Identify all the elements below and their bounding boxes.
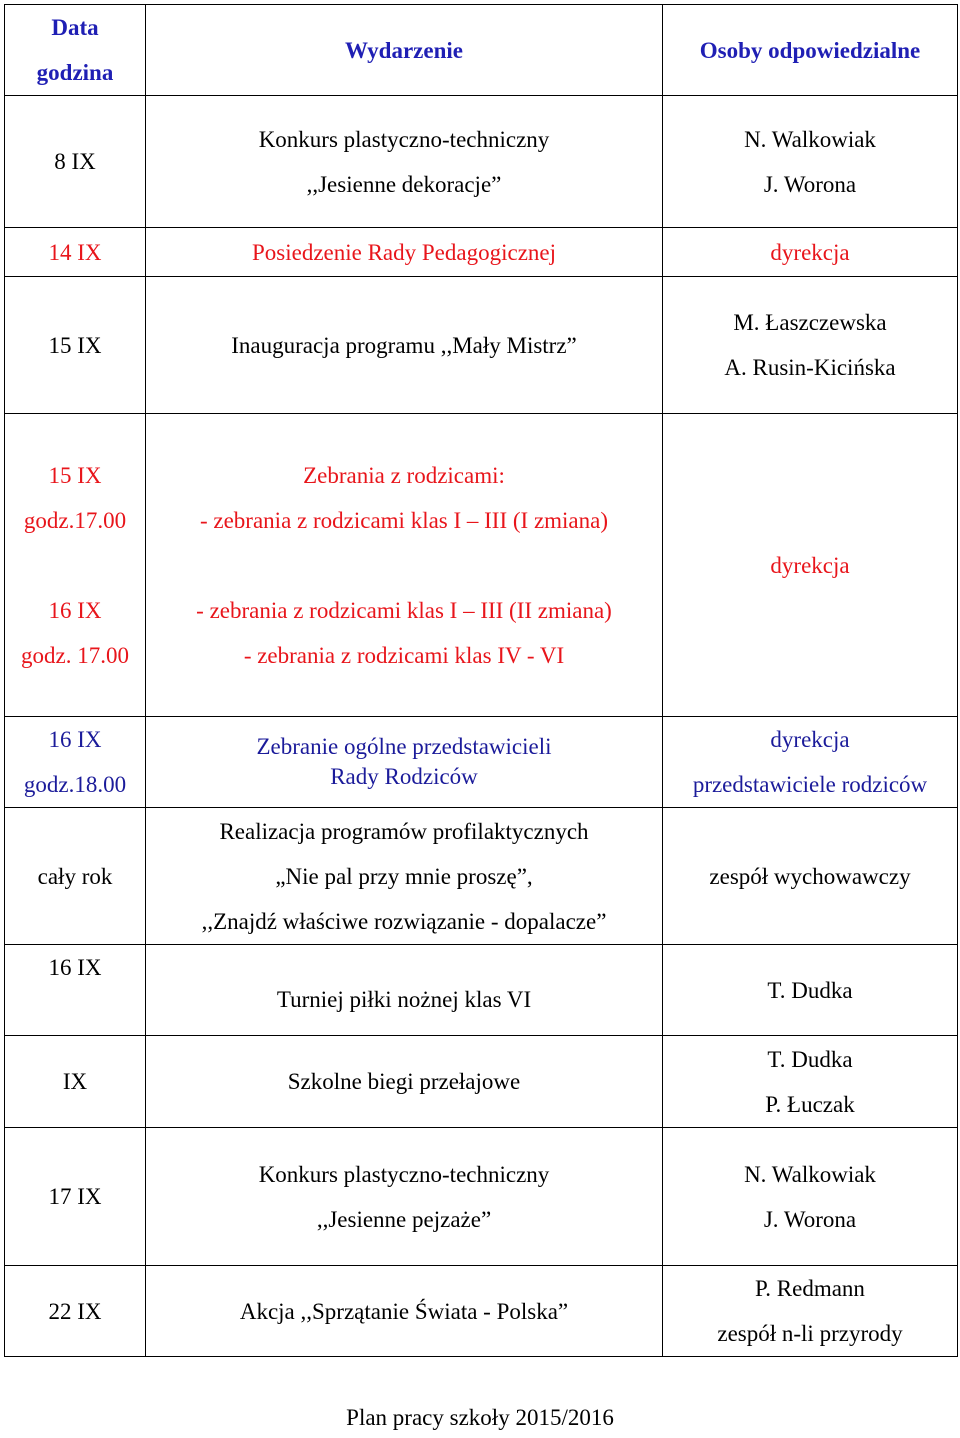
person-line: A. Rusin-Kicińska [724, 355, 896, 380]
date-line: 17 IX [48, 1184, 102, 1209]
event-line: Inauguracja programu ,,Mały Mistrz” [231, 332, 577, 358]
person-line: N. Walkowiak [744, 126, 876, 152]
event-line: ,,Znajdź właściwe rozwiązanie - dopalacze” [201, 908, 607, 934]
header-date-line: godzina [36, 60, 114, 85]
event-line: Turniej piłki nożnej klas VI [276, 986, 532, 1012]
date-cell [5, 1266, 146, 1357]
date-cell [5, 277, 146, 414]
date-line: 16 IX [48, 955, 102, 980]
date-line: godz.17.00 [23, 507, 127, 533]
event-line: Posiedzenie Rady Pedagogicznej [251, 239, 557, 265]
person-line: T. Dudka [767, 1046, 853, 1072]
event-line: Szkolne biegi przełajowe [287, 1069, 521, 1094]
person-line: J. Worona [763, 171, 857, 197]
person-line: M. Łaszczewska [733, 310, 887, 335]
table-row [5, 414, 958, 717]
event-line: ,,Jesienne pejzaże” [316, 1206, 492, 1232]
event-cell [146, 277, 663, 414]
event-line: Rady Rodziców [330, 764, 478, 789]
header-date-line: Data [51, 15, 99, 40]
date-cell [5, 228, 146, 277]
date-line: 15 IX [48, 462, 102, 488]
date-line: 14 IX [48, 239, 102, 265]
event-cell [146, 228, 663, 277]
date-cell [5, 1128, 146, 1266]
date-cell [5, 1036, 146, 1128]
person-cell [663, 228, 958, 277]
event-cell [146, 945, 663, 1036]
person-cell [663, 1036, 958, 1128]
date-line: cały rok [37, 863, 113, 889]
spacer [9, 543, 141, 588]
event-cell [146, 1036, 663, 1128]
person-cell [663, 717, 958, 808]
person-line: J. Worona [763, 1206, 857, 1232]
event-cell [146, 96, 663, 228]
event-line: ,,Jesienne dekoracje” [306, 171, 502, 197]
event-line: Konkurs plastyczno-techniczny [258, 126, 550, 152]
date-cell [5, 808, 146, 945]
event-cell [146, 1266, 663, 1357]
event-line: Realizacja programów profilaktycznych [219, 818, 589, 844]
plan-table [4, 4, 958, 1357]
event-cell [146, 414, 663, 717]
date-cell [5, 717, 146, 808]
spacer [150, 543, 658, 588]
header-date [5, 5, 146, 96]
table-row [5, 717, 958, 808]
person-cell [663, 945, 958, 1036]
person-line: P. Redmann [755, 1276, 865, 1301]
person-line: dyrekcja [770, 552, 850, 578]
event-cell [146, 808, 663, 945]
date-line: 15 IX [48, 332, 102, 358]
date-line: 16 IX [48, 727, 102, 752]
table-row [5, 945, 958, 1036]
person-line: zespół n-li przyrody [717, 1321, 903, 1346]
person-cell [663, 808, 958, 945]
header-row [5, 5, 958, 96]
person-cell [663, 1266, 958, 1357]
event-line: Zebranie ogólne przedstawicieli [256, 734, 552, 759]
date-line: 22 IX [48, 1298, 102, 1324]
page-footer: Plan pracy szkoły 2015/2016 [346, 1405, 614, 1430]
person-cell [663, 1128, 958, 1266]
event-cell [146, 717, 663, 808]
event-line: Akcja ,,Sprzątanie Świata - Polska” [239, 1298, 569, 1324]
person-cell [663, 277, 958, 414]
event-line: - zebrania z rodzicami klas I – III (I zmiana) [199, 507, 609, 533]
table-row [5, 277, 958, 414]
person-line: T. Dudka [767, 977, 853, 1003]
date-line: IX [62, 1069, 88, 1094]
date-cell [5, 945, 146, 1036]
table-row [5, 1036, 958, 1128]
person-line: zespół wychowawczy [709, 863, 911, 889]
date-cell [5, 96, 146, 228]
person-line: dyrekcja [770, 727, 850, 752]
table-row [5, 1128, 958, 1266]
event-line: - zebrania z rodzicami klas IV - VI [243, 642, 565, 668]
date-line: godz.18.00 [23, 772, 127, 797]
person-cell [663, 414, 958, 717]
date-line: godz. 17.00 [21, 642, 129, 668]
event-line: „Nie pal przy mnie proszę”, [275, 863, 533, 889]
event-line: Konkurs plastyczno-techniczny [258, 1161, 550, 1187]
table-row [5, 228, 958, 277]
event-cell [146, 1128, 663, 1266]
date-line: 8 IX [54, 149, 96, 174]
table-row [5, 1266, 958, 1357]
header-event: Wydarzenie [146, 5, 663, 96]
date-line: 16 IX [48, 597, 102, 623]
person-line: przedstawiciele rodziców [692, 772, 928, 797]
event-line: - zebrania z rodzicami klas I – III (II zmiana) [196, 597, 612, 623]
header-person: Osoby odpowiedzialne [663, 5, 958, 96]
person-cell [663, 96, 958, 228]
table-row [5, 96, 958, 228]
date-cell [5, 414, 146, 717]
person-line: dyrekcja [770, 239, 850, 265]
event-line: Zebrania z rodzicami: [303, 462, 505, 488]
person-line: N. Walkowiak [744, 1161, 876, 1187]
person-line: P. Łuczak [765, 1091, 855, 1117]
table-row [5, 808, 958, 945]
